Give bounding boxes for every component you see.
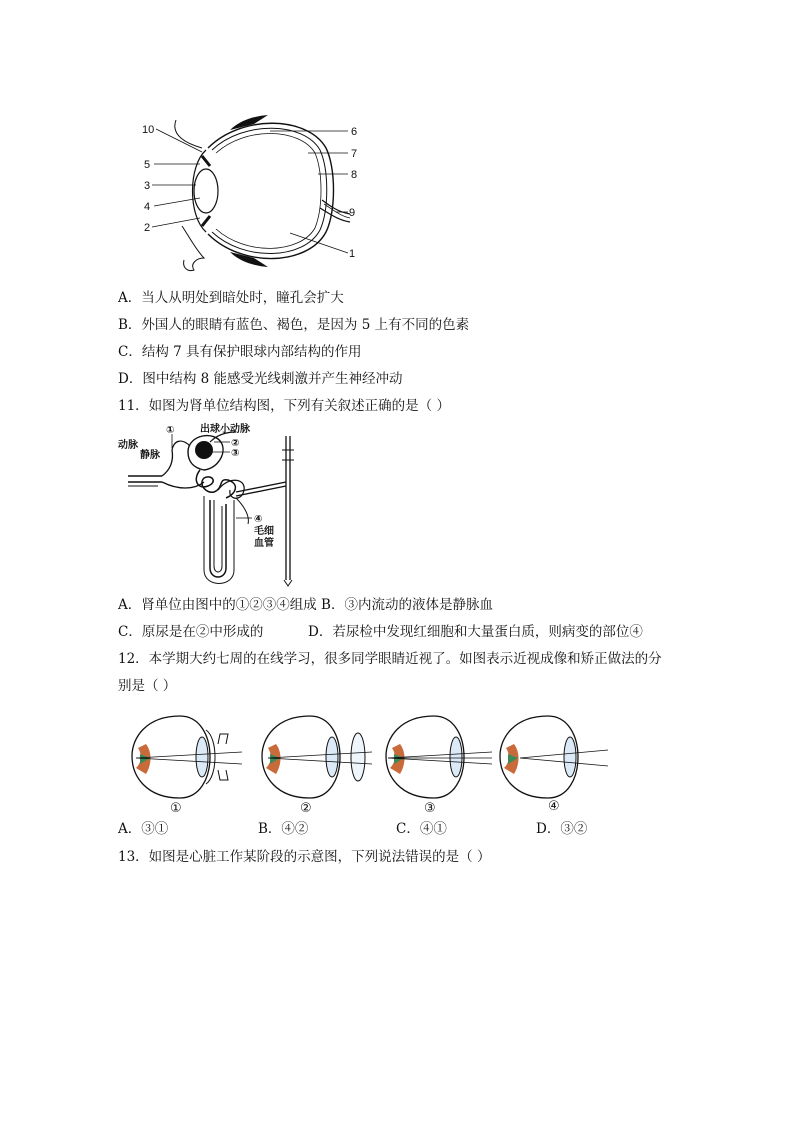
nephron-label-vein: 静脉 bbox=[140, 450, 160, 461]
q12-option-a: A．③① bbox=[118, 821, 169, 837]
eye-label: 5 bbox=[144, 159, 151, 171]
nephron-label-4: ④ bbox=[254, 514, 263, 525]
eye-label: 6 bbox=[351, 126, 358, 138]
q12-stem-line-2: 别是（ ） bbox=[118, 678, 177, 694]
eye-label: 3 bbox=[144, 180, 151, 192]
q12-option-b: B．④② bbox=[258, 821, 309, 837]
q12-option-c: C．④① bbox=[396, 821, 447, 837]
q10-option-c: C．结构 7 具有保护眼球内部结构的作用 bbox=[118, 344, 362, 360]
nephron-label-1: ① bbox=[166, 425, 175, 436]
eye-label: 2 bbox=[144, 222, 151, 234]
eye-label: 4 bbox=[144, 201, 151, 213]
nephron-label-efferent: 出球小动脉 bbox=[200, 424, 250, 435]
myopia-diagrams bbox=[122, 708, 622, 814]
q10-option-a: A．当人从明处到暗处时，瞳孔会扩大 bbox=[118, 290, 344, 306]
q10-option-b: B．外国人的眼睛有蓝色、褐色，是因为 5 上有不同的色素 bbox=[118, 317, 470, 333]
nephron-label-3: ③ bbox=[231, 448, 240, 459]
q12-option-d: D．③② bbox=[536, 821, 588, 837]
nephron-label-artery: 动脉 bbox=[118, 440, 138, 451]
nephron-label-capillary-1: 毛细 bbox=[254, 526, 274, 537]
eye-label: 7 bbox=[351, 148, 358, 160]
myopia-caption-2: ② bbox=[300, 801, 312, 814]
eye-label: 10 bbox=[142, 124, 155, 136]
eye-label: 8 bbox=[351, 169, 358, 181]
eye-diagram-2 bbox=[262, 716, 372, 814]
eye-diagram-4 bbox=[500, 716, 608, 814]
q11-option-d: D．若尿检中发现红细胞和大量蛋白质，则病变的部位④ bbox=[308, 624, 643, 640]
q10-option-d: D．图中结构 8 能感受光线刺激并产生神经冲动 bbox=[118, 371, 403, 387]
q13-stem: 13．如图是心脏工作某阶段的示意图，下列说法错误的是（ ） bbox=[118, 849, 491, 865]
nephron-diagram bbox=[118, 420, 318, 588]
myopia-caption-4: ④ bbox=[548, 799, 560, 814]
eye-diagram-3 bbox=[386, 716, 492, 814]
eye-label: 1 bbox=[349, 248, 356, 260]
q11-stem: 11．如图为肾单位结构图，下列有关叙述正确的是（ ） bbox=[118, 398, 450, 414]
myopia-caption-3: ③ bbox=[424, 801, 436, 814]
nephron-label-2: ② bbox=[231, 438, 240, 449]
eye-label: 9 bbox=[349, 207, 356, 219]
eye-diagram-1 bbox=[132, 716, 242, 814]
myopia-caption-1: ① bbox=[170, 801, 182, 814]
q11-options-ab: A．肾单位由图中的①②③④组成 B．③内流动的液体是静脉血 bbox=[118, 597, 493, 613]
eyeball-diagram bbox=[130, 108, 370, 276]
q11-option-c: C．原尿是在②中形成的 bbox=[118, 624, 264, 640]
q12-stem-line-1: 12．本学期大约七周的在线学习，很多同学眼睛近视了。如图表示近视成像和矫正做法的分 bbox=[118, 651, 662, 667]
nephron-label-capillary-2: 血管 bbox=[254, 538, 274, 549]
